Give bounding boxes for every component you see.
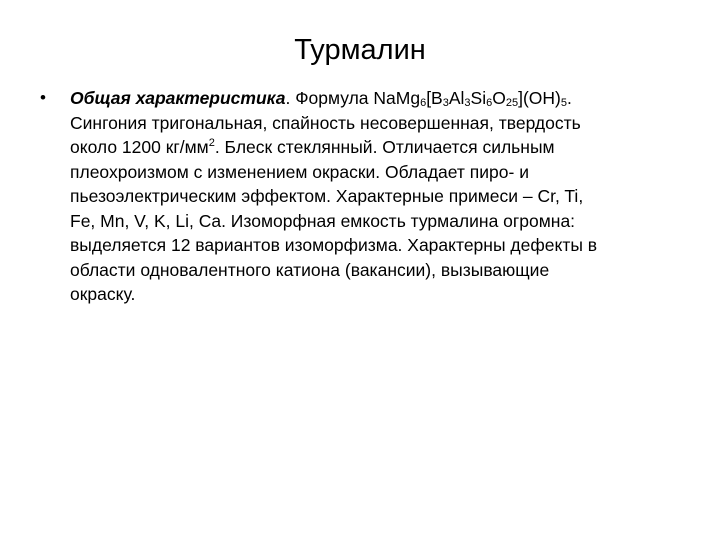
- bullet-item: [40, 86, 695, 307]
- formula-al: Al: [448, 88, 465, 108]
- paragraph-line-3: [70, 135, 695, 160]
- bullet-marker: •: [40, 88, 46, 107]
- formula-o: O: [492, 88, 506, 108]
- formula-mg-sub: 6: [420, 97, 427, 109]
- formula-end: .: [567, 88, 572, 108]
- formula-si: Si: [470, 88, 487, 108]
- paragraph-line-7: выделяется 12 вариантов изоморфизма. Характерны дефекты в: [70, 235, 598, 255]
- hardness-sup: 2: [208, 137, 215, 149]
- slide-body: [40, 86, 695, 307]
- formula-b-sub: 3: [442, 97, 449, 109]
- paragraph-line-5: пьезоэлектрическим эффектом. Характерные примеси – Cr, Ti,: [70, 186, 584, 206]
- formula-intro: . Формула NaMg: [285, 88, 421, 108]
- hardness-text: около 1200 кг/мм: [70, 137, 209, 157]
- paragraph-line-2: Сингония тригональная, спайность несовершенная, твердость: [70, 112, 581, 133]
- paragraph-line-6: Fe, Mn, V, K, Li, Ca. Изоморфная емкость турмалина огромна:: [70, 210, 576, 231]
- bullet-paragraph: [70, 86, 695, 307]
- paragraph-line-1: [70, 86, 695, 111]
- slide-title: Турмалин: [294, 34, 426, 66]
- luster-text: . Блеск стеклянный. Отличается сильным: [214, 137, 555, 157]
- heading-text: Общая характеристика: [70, 88, 286, 108]
- paragraph-line-9: окраску.: [70, 284, 136, 304]
- formula-o-sub: 25: [505, 97, 519, 109]
- paragraph-line-8: области одновалентного катиона (вакансии), вызывающие: [70, 259, 550, 280]
- formula-b: [B: [426, 88, 443, 108]
- formula-oh-sub: 5: [560, 97, 568, 109]
- formula-si-sub: 6: [486, 97, 493, 109]
- formula-oh: ](OH): [518, 88, 561, 108]
- formula-al-sub: 3: [464, 97, 471, 109]
- paragraph-line-4: плеохроизмом с изменением окраски. Обладает пиро- и: [70, 161, 529, 182]
